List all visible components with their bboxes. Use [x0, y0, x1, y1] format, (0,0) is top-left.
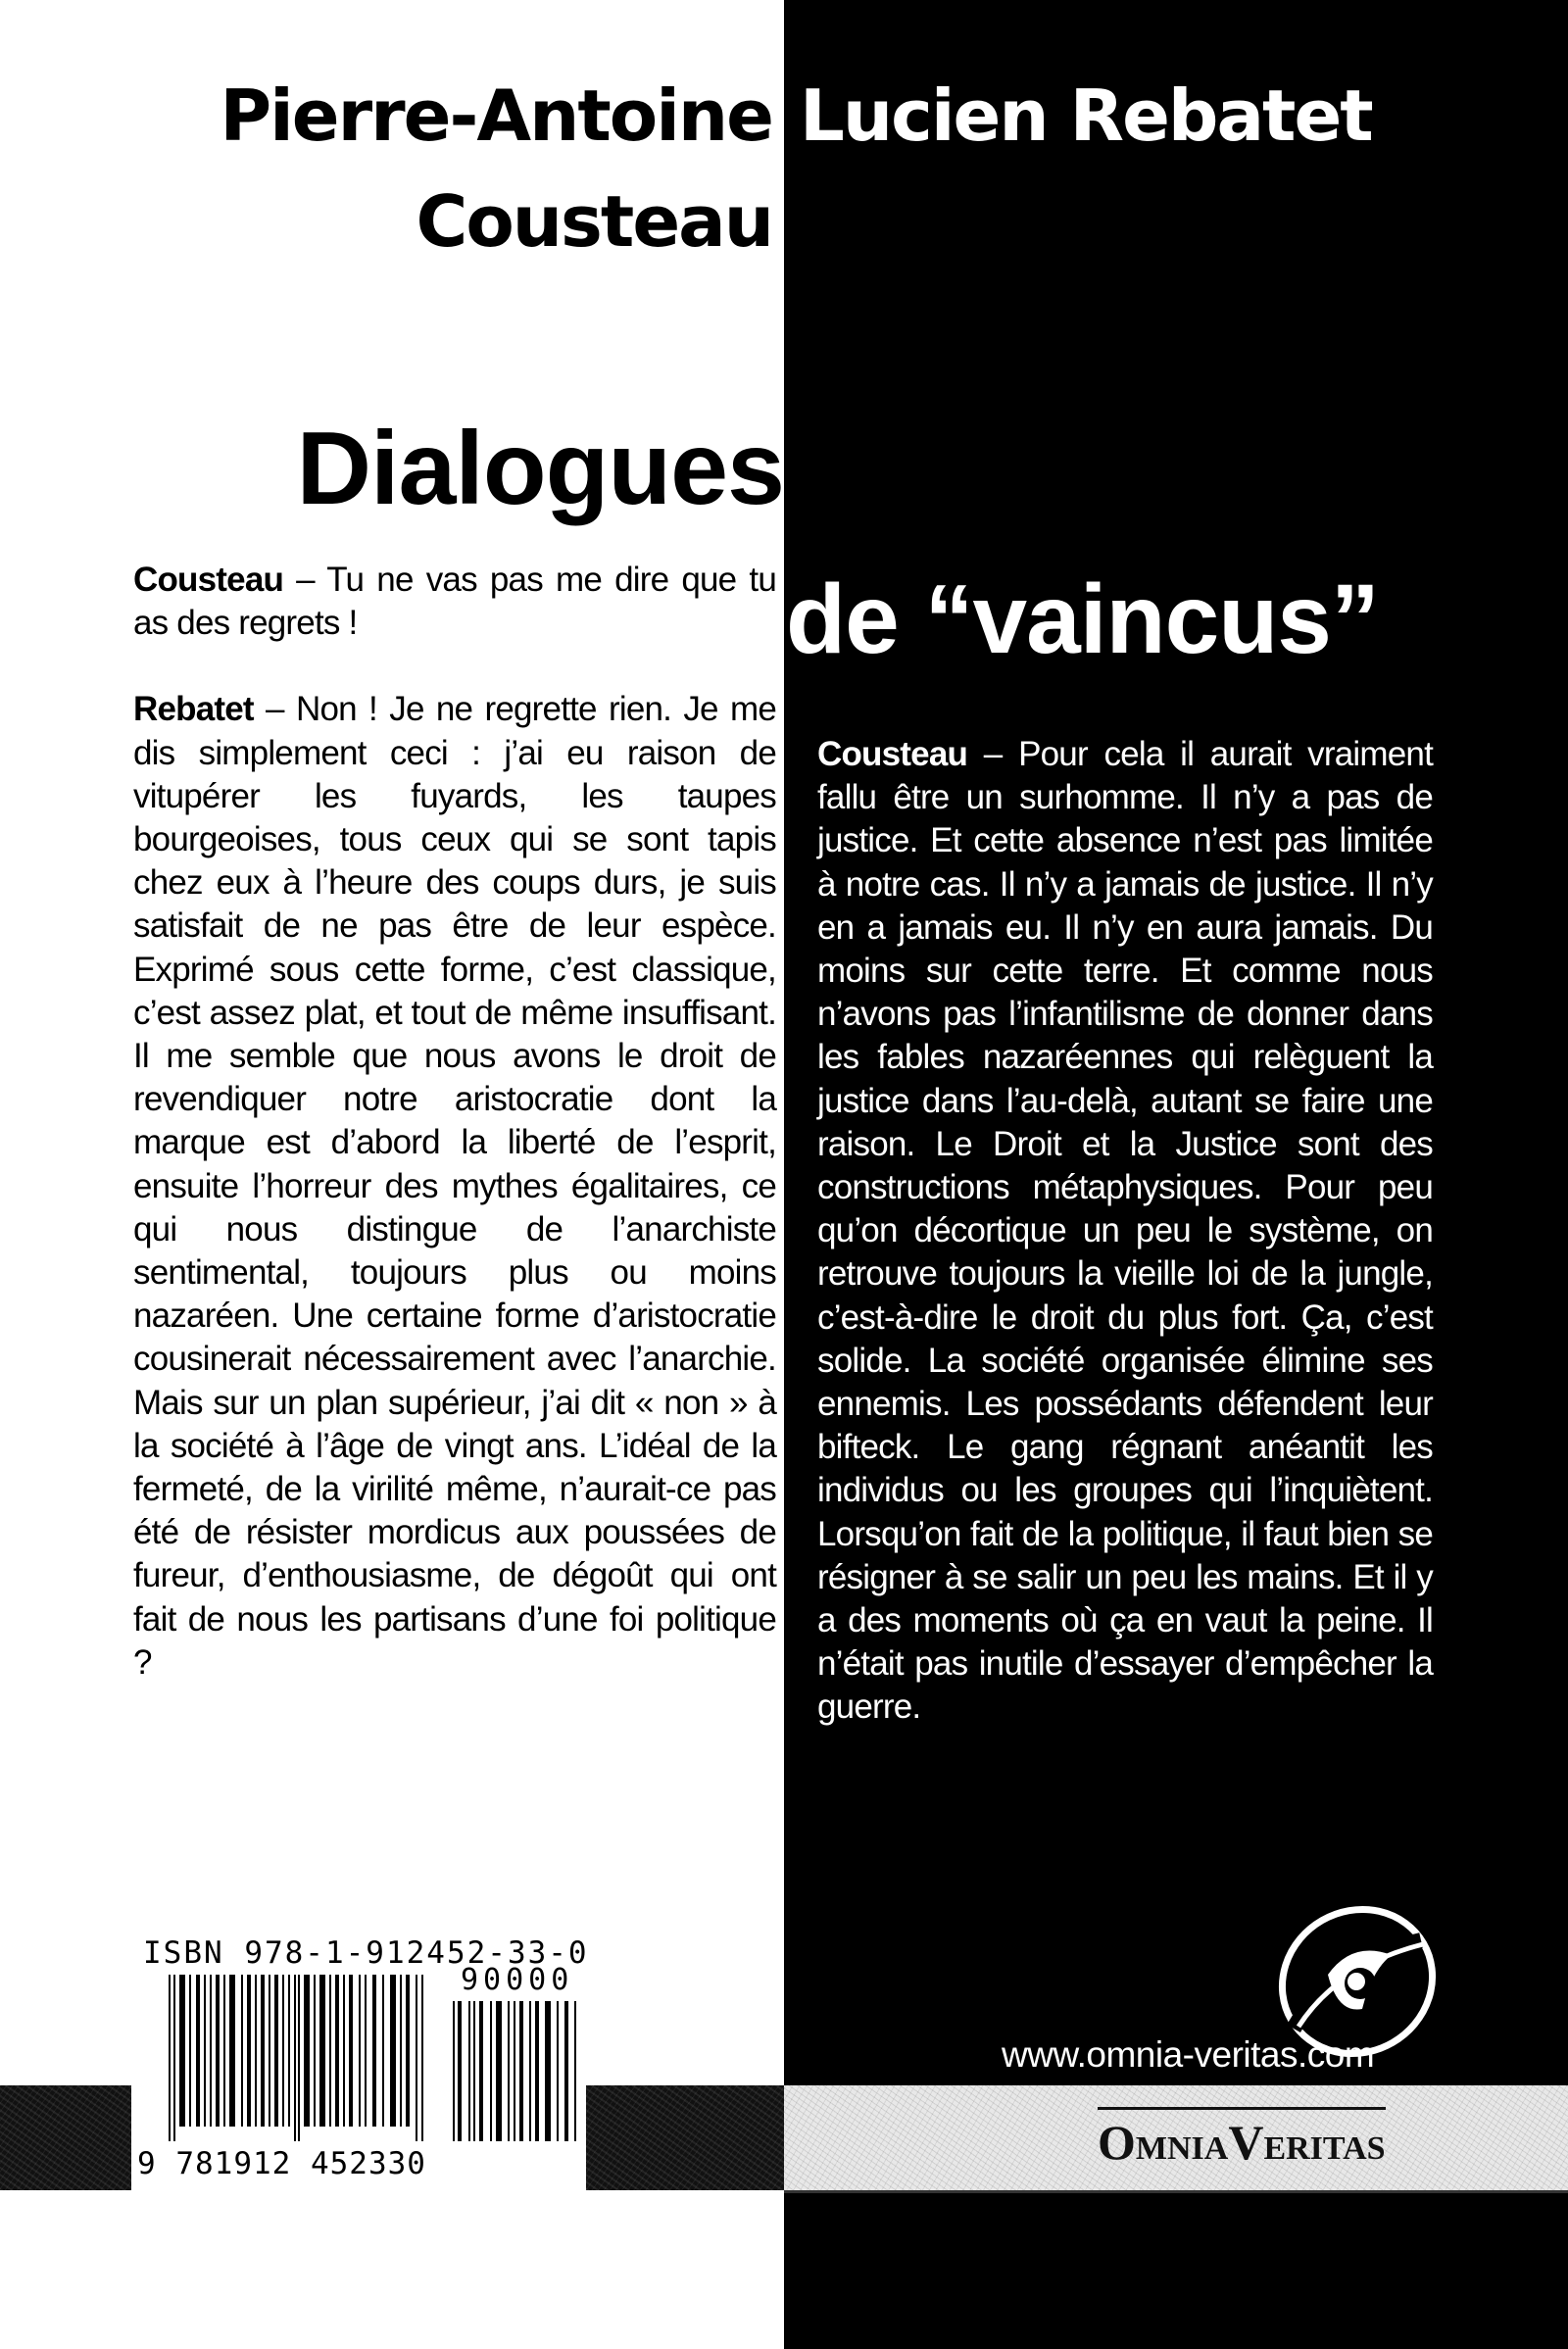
author-name-rebatet: Lucien Rebatet [800, 74, 1372, 157]
author-name-cousteau-first: Pierre-Antoine [220, 74, 772, 157]
dialogue-text: Non ! Je ne regrette rien. Je me dis simplement ceci : j’ai eu raison de vitupérer les fuyards, les taupes bourgeoises, tous ceux qui se sont tapis chez eux à l’heure des coups durs, je suis satisfait de ne pas être de leur espèce. Exprimé sous cette forme, c’est classique, c’est assez plat, et tout de même insuffisant. Il me semble que nous avons le droit de revendiquer notre aristocratie dont la marque est d’abord la liberté de l’esprit, ensuite l’horreur des mythes égalitaires, ce qui nous distingue de l’anarchiste sentimental, toujours plus ou moins nazaréen. Une certaine forme d’aristocratie cousinerait nécessairement avec l’anarchie. Mais sur un plan supérieur, j’ai dit « non » à la société à l’âge de vingt ans. L’idéal de la fermeté, de la virilité même, n’aurait-ce pas été de résister mordicus aux poussées de fureur, d’enthousiasme, de dégoût qui ont fait de nous les partisans d’une foi politique ? [133, 690, 777, 1682]
dash-separator: – [283, 561, 327, 599]
brand-initial: O [1098, 2115, 1136, 2170]
dash-separator: – [253, 690, 296, 729]
brand-text: MNIA [1135, 2130, 1229, 2167]
left-dialogue-column [133, 559, 776, 1685]
publisher-wordmark [1098, 2107, 1386, 2171]
author-name-cousteau-last: Cousteau [416, 180, 772, 263]
barcode-ean-digits: 9 781912 452330 [137, 2146, 426, 2181]
dialogue-paragraph [817, 733, 1433, 1730]
barcode-icon [169, 1975, 425, 2141]
speaker-name: Rebatet [133, 690, 254, 729]
dialogue-text: Tu ne vas pas me dire que tu as des regrets ! [133, 561, 776, 643]
speaker-name: Cousteau [133, 561, 284, 599]
dash-separator: – [967, 735, 1019, 773]
dialogue-paragraph [133, 559, 776, 645]
publisher-website-link[interactable]: www.omnia-veritas.com [1002, 2034, 1375, 2075]
dialogue-paragraph [133, 688, 776, 1685]
isbn-label: ISBN 978-1-912452-33-0 [143, 1935, 589, 1971]
barcode-addon-digits: 90000 [461, 1963, 574, 1997]
brand-initial: V [1228, 2115, 1264, 2170]
speaker-name: Cousteau [817, 735, 968, 773]
barcode-addon-icon [451, 2001, 580, 2141]
right-dialogue-column [817, 733, 1433, 1730]
texture-strip-dark [0, 2085, 131, 2190]
book-title-part-2: de “vaincus” [786, 564, 1379, 674]
texture-strip-dark [586, 2085, 784, 2190]
book-title-part-1: Dialogues [296, 411, 784, 526]
dialogue-text: Pour cela il aurait vraiment fallu être un surhomme. Il n’y a pas de justice. Et cette absence n’est pas limitée à notre cas. Il n’y a jamais de justice. Il n’y en a jamais eu. Il n’y en aura jamais. Du moins sur cette terre. Et comme nous n’avons pas l’infantilisme de donner dans les fables nazaréennes qui relèguent la justice dans l’au-delà, autant se faire une raison. Le Droit et la Justice sont des constructions métaphysiques. Pour peu qu’on décortique un peu le système, on retrouve toujours la vieille loi de la jungle, c’est-à-dire le droit du plus fort. Ça, c’est solide. La société organisée élimine ses ennemis. Les possédants défendent leur bifteck. Le gang régnant anéantit les individus ou les groupes qui l’inquiètent. Lorsqu’on fait de la politique, il faut bien se résigner à se salir un peu les mains. Et il y a des moments où ça en vaut la peine. Il n’était pas inutile d’essayer d’empêcher la guerre. [817, 735, 1433, 1727]
brand-text: ERITAS [1263, 2130, 1386, 2167]
